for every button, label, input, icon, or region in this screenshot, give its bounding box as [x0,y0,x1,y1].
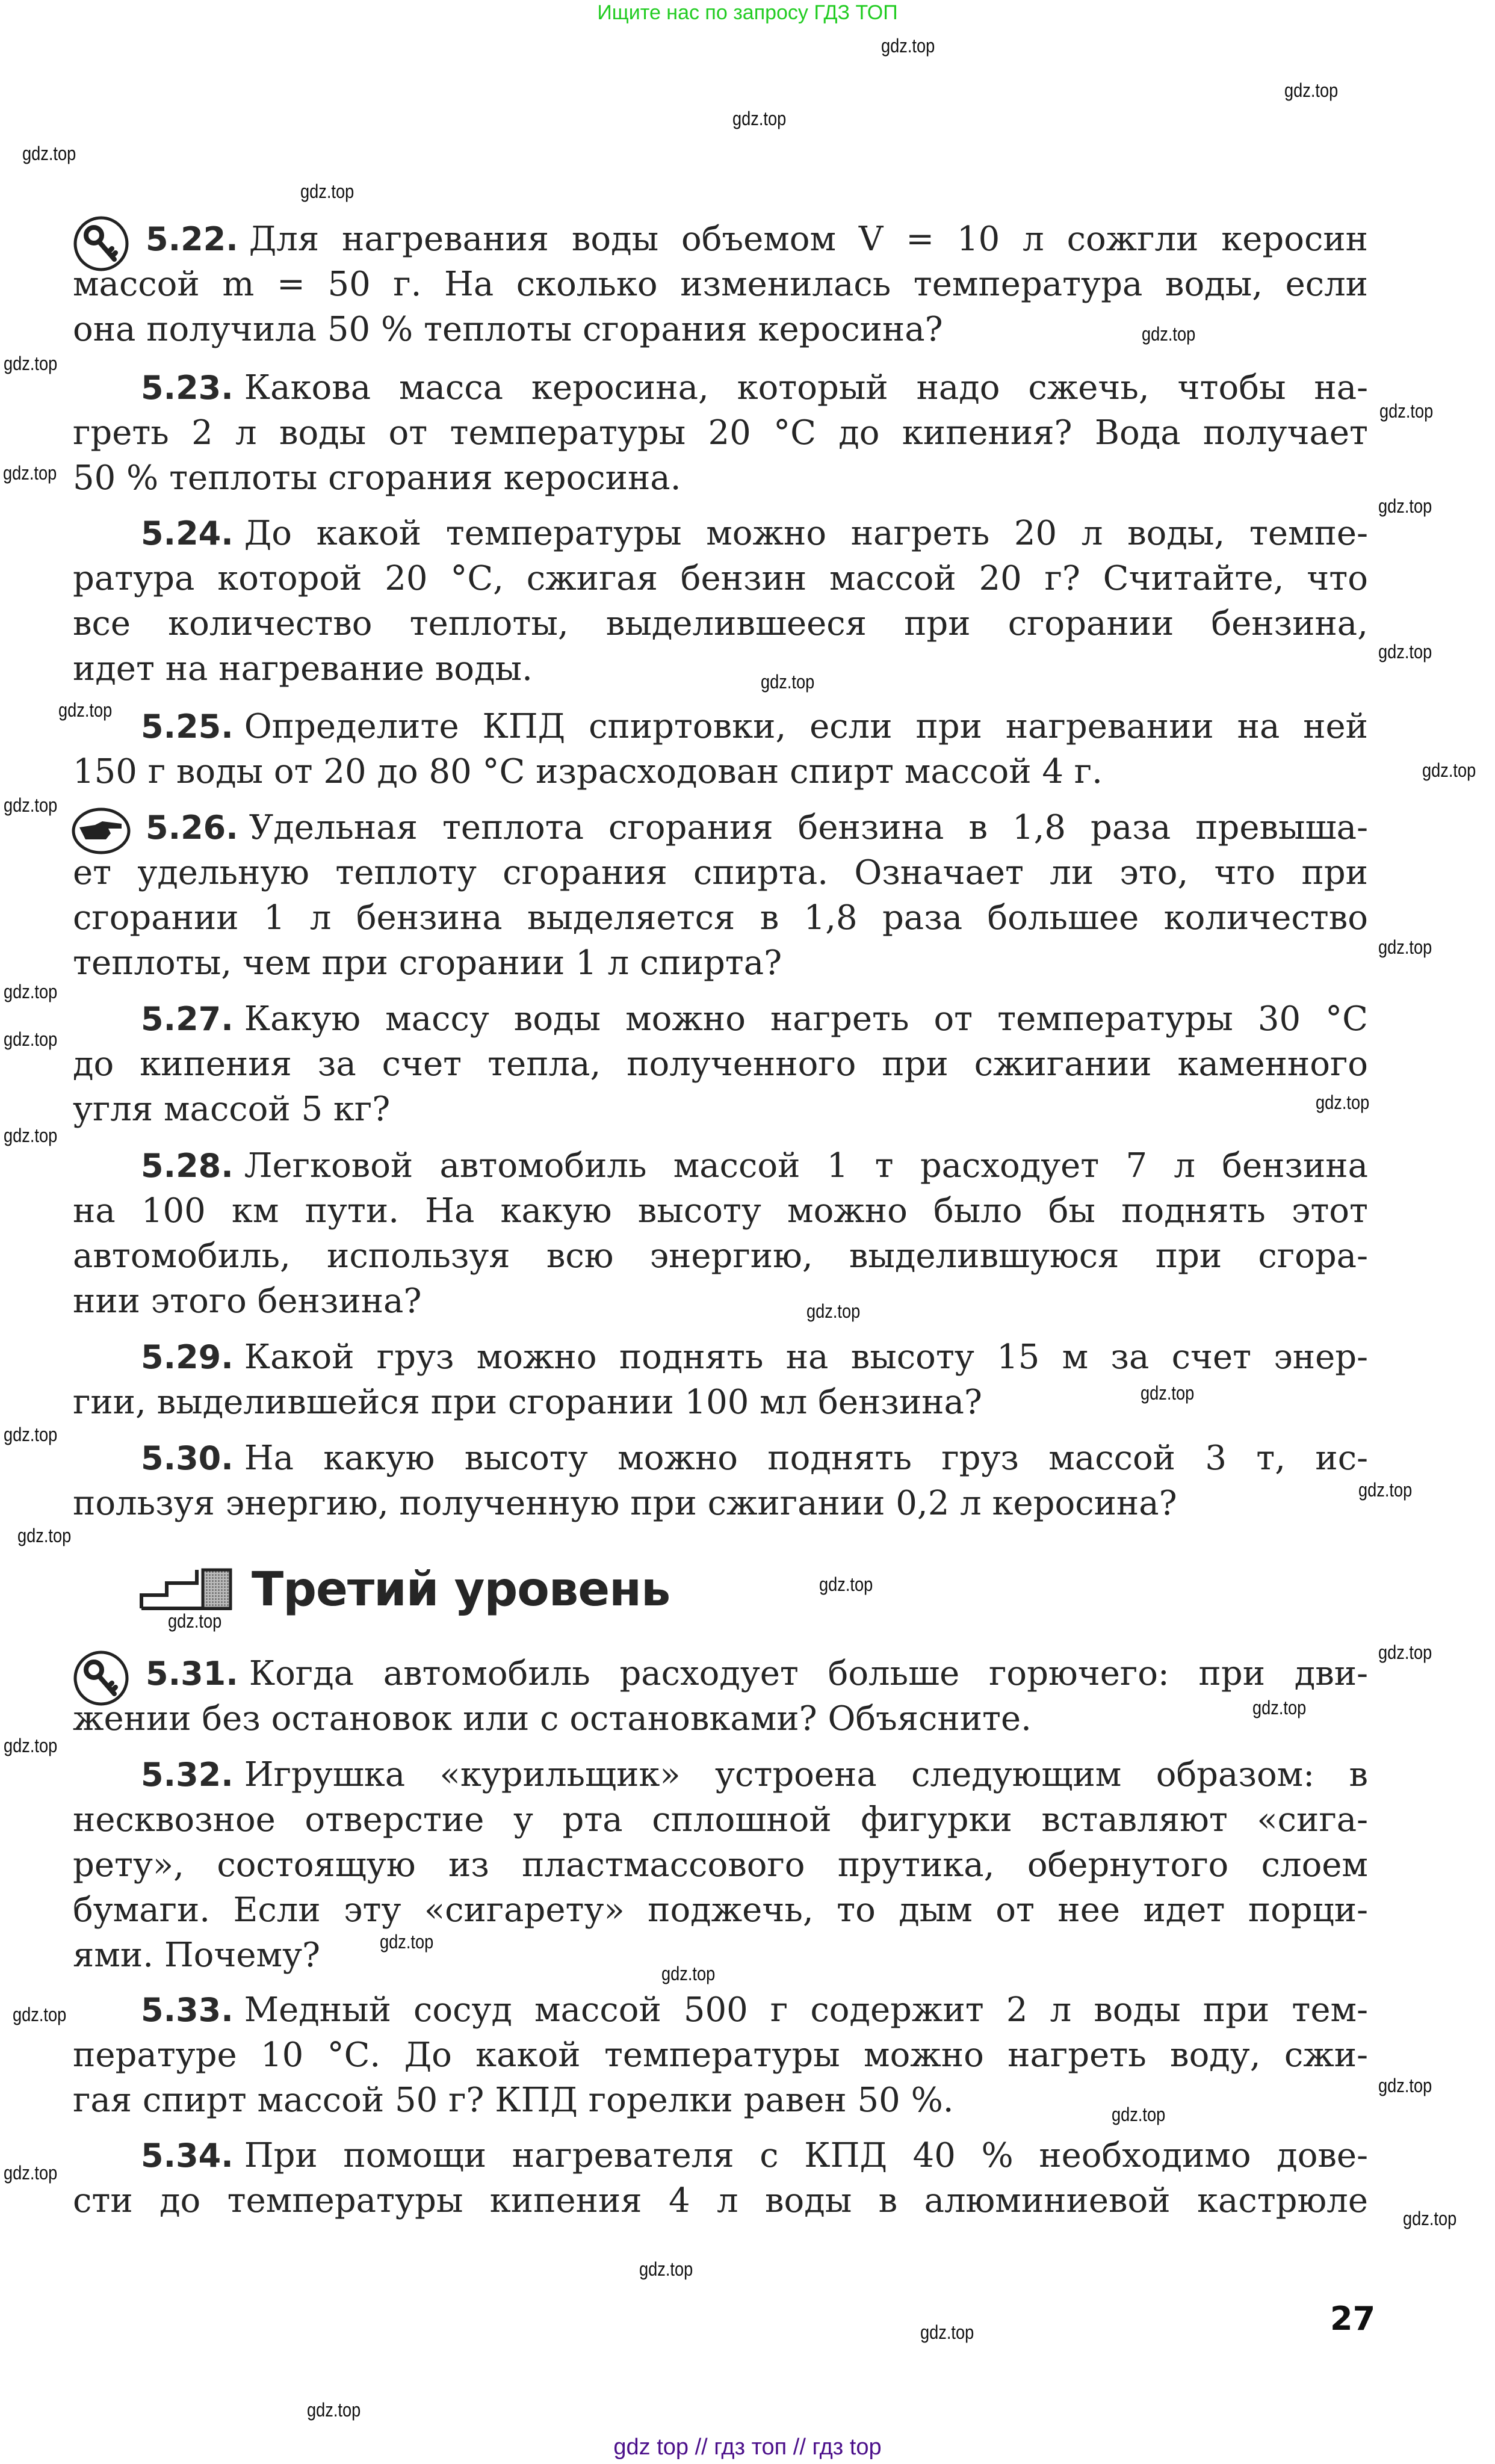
problem-line [141,2136,1368,2181]
watermark-text: gdz.top [639,2258,693,2280]
problem-text: до кипения за счет тепла, полученного при сжигании каменного [73,1045,1368,1084]
problem-line [73,265,1368,310]
watermark-text: gdz.top [380,1931,434,1953]
problem-number: 5.31. [146,1655,238,1693]
problem-line [73,604,1368,649]
watermark-text: gdz.top [1378,1641,1432,1663]
watermark-text: gdz.top [1358,1479,1413,1501]
watermark-text: gdz.top [1142,323,1196,345]
problem-line [141,1439,1368,1484]
page-number: 27 [1330,2300,1376,2338]
watermark-text: gdz.top [1379,400,1434,422]
problem-text: пользуя энергию, полученную при сжигании 0,2 л керосина? [73,1484,1177,1523]
problem-line [73,1484,1368,1529]
problem-line [73,1699,1368,1744]
watermark-text: gdz.top [168,1610,222,1632]
problem-text: Игрушка «курильщик» устроена следующим образом: в [244,1755,1368,1794]
problem-line [73,310,1368,355]
watermark-text: gdz.top [3,462,57,484]
watermark-text: gdz.top [1252,1697,1307,1718]
watermark-text: gdz.top [22,143,76,164]
problem-number: 5.27. [141,1000,234,1038]
problem-line [73,1090,1368,1135]
problem-text: автомобиль, используя всю энергию, выделившуюся при сгора- [73,1237,1368,1276]
problem-text: все количество теплоты, выделившееся при сгорании бензина, [73,604,1368,643]
problem-text: пературе 10 °С. До какой температуры можно нагреть воду, сжи- [73,2036,1368,2075]
watermark-text: gdz.top [732,108,787,129]
problem-line [141,1990,1368,2036]
problem-line [73,559,1368,604]
problem-line [73,649,1368,694]
watermark-text: gdz.top [1378,495,1432,517]
problem-line [73,459,1368,504]
problem-line [73,2181,1368,2226]
problem-line [141,1338,1368,1383]
watermark-text: gdz.top [4,1424,58,1445]
problem-number: 5.24. [141,514,234,552]
problem-text: гии, выделившейся при сгорании 100 мл бензина? [73,1383,982,1422]
watermark-text: gdz.top [1112,2104,1166,2125]
watermark-text: gdz.top [4,1028,58,1050]
problem-line [141,1755,1368,1800]
problem-text: До какой температуры можно нагреть 20 л воды, темпе- [244,514,1368,553]
watermark-text: gdz.top [4,794,58,816]
problem-line [73,1383,1368,1428]
problem-line [73,898,1368,943]
problem-line [146,220,1368,265]
watermark-text: gdz.top [4,1125,58,1146]
problem-number: 5.25. [141,708,234,746]
watermark-text: gdz.top [58,699,113,721]
problem-text: ями. Почему? [73,1936,321,1975]
watermark-text: gdz.top [1378,2075,1432,2096]
problem-text: Легковой автомобиль массой 1 т расходует 7 л бензина [244,1146,1368,1185]
problem-line [73,1936,1368,1981]
problem-line [73,943,1368,989]
problem-text: 50 % теплоты сгорания керосина. [73,459,681,498]
watermark-text: gdz.top [1284,79,1339,101]
problem-line [146,1654,1368,1699]
problem-text: на 100 км пути. На какую высоту можно было бы поднять этот [73,1191,1368,1230]
problem-text: Когда автомобиль расходует больше горючего: при дви- [249,1654,1368,1693]
problem-line [73,853,1368,898]
problem-line [73,1237,1368,1282]
problem-line [73,1845,1368,1891]
watermark-text: gdz.top [4,2162,58,2184]
problem-line [73,2036,1368,2081]
watermark-text: gdz.top [13,2004,67,2025]
staircase-icon [139,1567,233,1611]
watermark-text: gdz.top [4,1735,58,1756]
problem-text: массой m = 50 г. На сколько изменилась температура воды, если [73,265,1368,304]
problem-text: Определите КПД спиртовки, если при нагревании на ней [244,707,1368,746]
problem-number: 5.34. [141,2137,234,2175]
problem-line [73,1800,1368,1845]
section-heading: Третий уровень [252,1563,670,1617]
problem-number: 5.28. [141,1147,234,1185]
problem-text: она получила 50 % теплоты сгорания керосина? [73,310,943,349]
problem-number: 5.23. [141,369,234,407]
problem-line [141,707,1368,752]
problem-text: несквозное отверстие у рта сплошной фигурки вставляют «сига- [73,1800,1368,1839]
problem-line [73,1191,1368,1237]
watermark-text: gdz.top [819,1573,873,1595]
problem-text: Какой груз можно поднять на высоту 15 м за счет энер- [244,1338,1368,1377]
problem-text: нии этого бензина? [73,1282,422,1321]
watermark-text: gdz.top [17,1525,72,1546]
problem-line [141,368,1368,413]
watermark-text: gdz.top [1378,936,1432,958]
problem-text: 150 г воды от 20 до 80 °С израсходован спирт массой 4 г. [73,752,1103,791]
problem-line [73,2081,1368,2126]
problem-line [73,1891,1368,1936]
problem-line [73,1045,1368,1090]
problem-number: 5.29. [141,1338,234,1376]
problem-line [73,1282,1368,1327]
watermark-text: gdz.top [1422,759,1476,781]
watermark-text: gdz.top [761,671,815,693]
problem-text: греть 2 л воды от температуры 20 °С до кипения? Вода получает [73,413,1368,452]
problem-text: На какую высоту можно поднять груз массой 3 т, ис- [244,1439,1368,1478]
problem-text: гая спирт массой 50 г? КПД горелки равен 50 %. [73,2081,954,2120]
problem-line [141,514,1368,559]
problem-text: Какова масса керосина, который надо сжечь, чтобы на- [244,368,1368,407]
problem-text: При помощи нагревателя с КПД 40 % необходимо дове- [244,2136,1368,2175]
problem-line [73,413,1368,459]
problem-line [73,752,1368,797]
watermark-text: gdz.top [4,981,58,1002]
problem-text: ет удельную теплоту сгорания спирта. Означает ли это, что при [73,853,1368,892]
problem-number: 5.22. [146,220,238,258]
watermark-text: gdz.top [920,2321,974,2343]
problem-line [141,1146,1368,1191]
problem-number: 5.30. [141,1439,234,1477]
watermark-text: gdz.top [661,1963,716,1984]
problem-text: Удельная теплота сгорания бензина в 1,8 раза превыша- [249,808,1368,847]
problem-text: сти до температуры кипения 4 л воды в алюминиевой кастрюле [73,2181,1368,2220]
problem-text: Медный сосуд массой 500 г содержит 2 л воды при тем- [244,1990,1368,2030]
watermark-text: gdz.top [4,353,58,374]
problem-text: Для нагревания воды объемом V = 10 л сожгли керосин [249,220,1368,259]
problem-text: угля массой 5 кг? [73,1090,391,1129]
pointing-hand-icon [71,807,131,858]
problem-text: сгорании 1 л бензина выделяется в 1,8 раза большее количество [73,898,1368,937]
problem-text: рету», состоящую из пластмассового прутика, обернутого слоем [73,1845,1368,1885]
watermark-text: gdz.top [1316,1092,1370,1113]
watermark-text: gdz.top [1141,1382,1195,1404]
top-banner[interactable]: Ищите нас по запросу ГДЗ ТОП [597,1,898,24]
problem-text: идет на нагревание воды. [73,649,533,688]
bottom-banner[interactable]: gdz top // гдз топ // гдз top [613,2435,882,2460]
problem-text: жении без остановок или с остановками? Объясните. [73,1699,1032,1738]
watermark-text: gdz.top [881,35,935,57]
problem-text: бумаги. Если эту «сигарету» поджечь, то дым от нее идет порци- [73,1891,1368,1930]
watermark-text: gdz.top [1403,2208,1457,2229]
watermark-text: gdz.top [1378,641,1432,662]
problem-text: теплоты, чем при сгорании 1 л спирта? [73,943,782,983]
problem-number: 5.33. [141,1991,234,2029]
problem-number: 5.32. [141,1756,234,1794]
problem-text: ратура которой 20 °С, сжигая бензин массой 20 г? Считайте, что [73,559,1368,598]
watermark-text: gdz.top [307,2399,361,2421]
problem-line [141,999,1368,1045]
watermark-text: gdz.top [806,1300,861,1322]
problem-text: Какую массу воды можно нагреть от температуры 30 °С [244,999,1368,1039]
problem-number: 5.26. [146,809,238,847]
problem-line [146,808,1368,853]
watermark-text: gdz.top [300,181,354,202]
